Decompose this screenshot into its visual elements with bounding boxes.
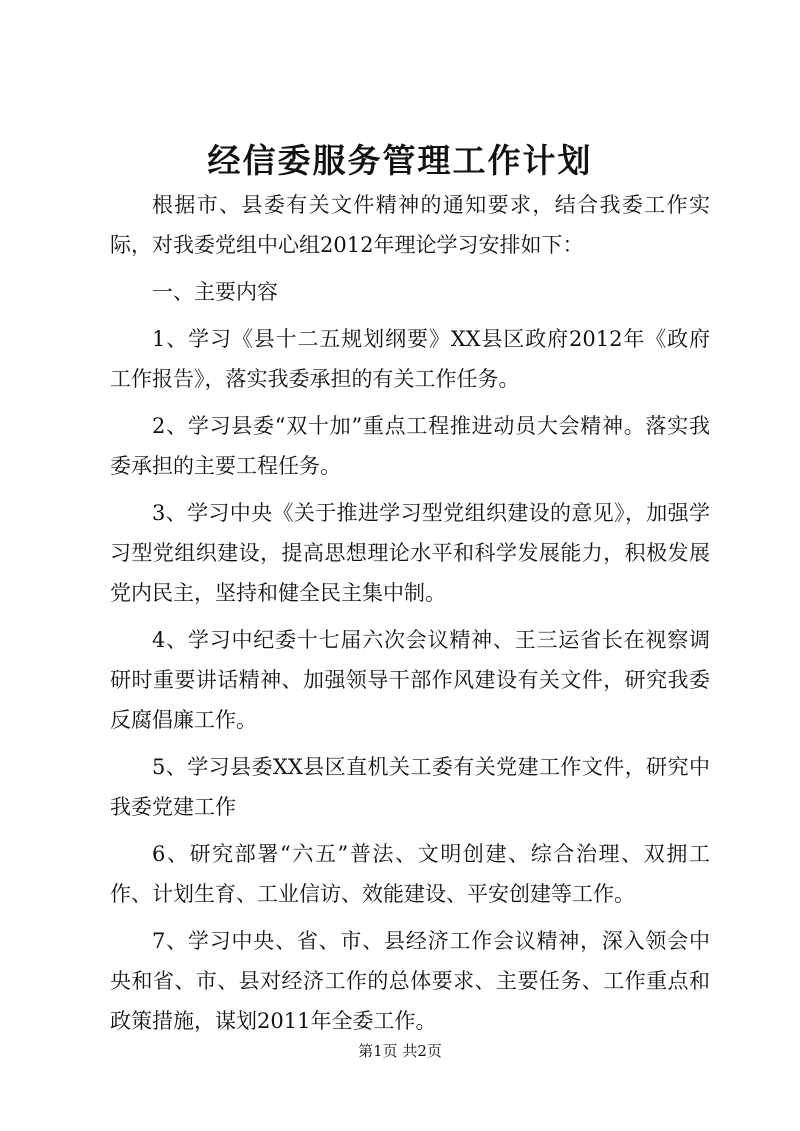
document-title: 经信委服务管理工作计划 <box>207 141 593 180</box>
list-item-1: 1、学习《县十二五规划纲要》XX县区政府2012年《政府工作报告》，落实我委承担的有关工作任务。 <box>110 327 710 391</box>
list-item-7: 7、学习中央、省、市、县经济工作会议精神，深入领会中央和省、市、县对经济工作的总体要求、主要任务、工作重点和政策措施，谋划2011年全委工作。 <box>110 929 710 1033</box>
list-item-6: 6、研究部署“六五”普法、文明创建、综合治理、双拥工作、计划生育、工业信访、效能建设、平安创建等工作。 <box>110 842 710 906</box>
page-number-footer: 第1页 共2页 <box>358 1042 442 1060</box>
section-heading: 一、主要内容 <box>152 280 278 304</box>
list-item-2: 2、学习县委“双十加”重点工程推进动员大会精神。落实我委承担的主要工程任务。 <box>110 414 710 478</box>
list-item-5: 5、学习县委XX县区直机关工委有关党建工作文件，研究中我委党建工作 <box>110 755 710 819</box>
paragraph-intro: 根据市、县委有关文件精神的通知要求，结合我委工作实际，对我委党组中心组2012年理论学习安排如下： <box>110 193 710 257</box>
list-item-4: 4、学习中纪委十七届六次会议精神、王三运省长在视察调研时重要讲话精神、加强领导干部作风建设有关文件，研究我委反腐倡廉工作。 <box>110 628 710 732</box>
list-item-3: 3、学习中央《关于推进学习型党组织建设的意见》，加强学习型党组织建设，提高思想理论水平和科学发展能力，积极发展党内民主，坚持和健全民主集中制。 <box>110 501 710 605</box>
document-body <box>110 185 710 1048</box>
